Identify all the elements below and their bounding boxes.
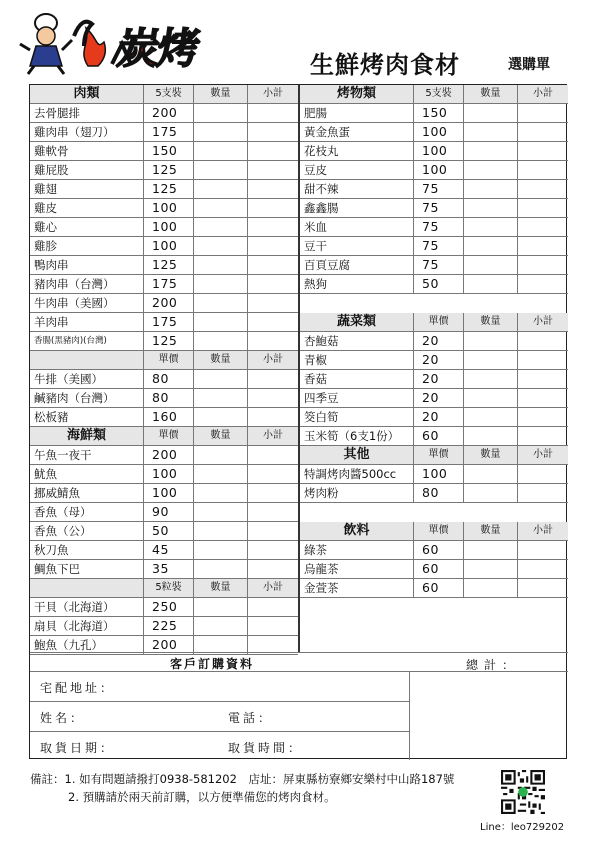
item-name: 杏鮑菇 xyxy=(300,332,414,351)
item-price: 100 xyxy=(144,237,194,256)
subtotal-field[interactable] xyxy=(248,617,298,636)
subtotal-field[interactable] xyxy=(518,161,568,180)
item-price: 60 xyxy=(414,541,464,560)
shell-subtotal-header: 小計 xyxy=(248,579,298,598)
quantity-input[interactable] xyxy=(194,199,248,218)
table-row xyxy=(30,617,298,636)
item-price: 100 xyxy=(414,465,464,484)
item-name: 豆皮 xyxy=(300,161,414,180)
qr-code-icon xyxy=(501,770,545,814)
item-name: 魷魚 xyxy=(30,465,144,484)
table-row xyxy=(300,180,568,199)
table-row xyxy=(30,123,298,142)
subtotal-field[interactable] xyxy=(518,484,568,503)
table-row xyxy=(30,294,298,313)
seafood-heading: 海鮮類 xyxy=(30,427,144,446)
subtotal-field[interactable] xyxy=(518,199,568,218)
grill-header-row xyxy=(300,85,568,104)
table-row xyxy=(30,408,298,427)
item-price: 75 xyxy=(414,237,464,256)
shell-heading xyxy=(30,579,144,598)
item-name: 挪威鯖魚 xyxy=(30,484,144,503)
subtotal-field[interactable] xyxy=(518,256,568,275)
item-price: 60 xyxy=(414,579,464,598)
item-price: 20 xyxy=(414,408,464,427)
quantity-input[interactable] xyxy=(464,427,518,446)
item-name: 松板豬 xyxy=(30,408,144,427)
grill-subtotal-header: 小計 xyxy=(518,85,568,104)
item-name: 雞心 xyxy=(30,218,144,237)
table-row xyxy=(30,503,298,522)
item-price: 100 xyxy=(414,142,464,161)
shell-qty-header: 數量 xyxy=(194,579,248,598)
item-name: 午魚一夜干 xyxy=(30,446,144,465)
pickup-time-label: 取貨時間： xyxy=(228,741,304,755)
item-name: 鯛魚下巴 xyxy=(30,560,144,579)
item-price: 175 xyxy=(144,275,194,294)
quantity-input[interactable] xyxy=(464,256,518,275)
subtotal-field[interactable] xyxy=(248,237,298,256)
subtotal-field[interactable] xyxy=(248,389,298,408)
quantity-input[interactable] xyxy=(194,142,248,161)
subtotal-field[interactable] xyxy=(518,237,568,256)
seafood-qty-header: 數量 xyxy=(194,427,248,446)
subtotal-field[interactable] xyxy=(518,104,568,123)
shell-unit-header: 5粒裝 xyxy=(144,579,194,598)
address-label: 宅配地址： xyxy=(40,681,116,695)
quantity-input[interactable] xyxy=(464,541,518,560)
phone-label: 電話： xyxy=(228,711,274,725)
subtotal-field[interactable] xyxy=(248,142,298,161)
quantity-input[interactable] xyxy=(194,123,248,142)
item-name: 鮑魚（九孔） xyxy=(30,636,144,655)
subtotal-field[interactable] xyxy=(518,560,568,579)
quantity-input[interactable] xyxy=(194,465,248,484)
drinks-heading: 飲料 xyxy=(300,522,414,541)
subtotal-field[interactable] xyxy=(518,427,568,446)
quantity-input[interactable] xyxy=(464,389,518,408)
item-name: 牛排（美國） xyxy=(30,370,144,389)
item-price: 20 xyxy=(414,389,464,408)
meat2-qty-header: 數量 xyxy=(194,351,248,370)
subtotal-field[interactable] xyxy=(518,180,568,199)
quantity-input[interactable] xyxy=(194,389,248,408)
quantity-input[interactable] xyxy=(464,104,518,123)
table-row xyxy=(30,389,298,408)
table-row xyxy=(30,522,298,541)
subtotal-field[interactable] xyxy=(518,579,568,598)
item-price: 75 xyxy=(414,199,464,218)
item-price: 125 xyxy=(144,180,194,199)
item-name: 豆干 xyxy=(300,237,414,256)
item-name: 玉米筍（6支1份） xyxy=(300,427,414,446)
quantity-input[interactable] xyxy=(464,465,518,484)
veg-header-row xyxy=(300,313,568,332)
item-price: 200 xyxy=(144,104,194,123)
item-name: 鴨肉串 xyxy=(30,256,144,275)
quantity-input[interactable] xyxy=(194,598,248,617)
item-name: 綠茶 xyxy=(300,541,414,560)
quantity-input[interactable] xyxy=(194,408,248,427)
veg-unit-header: 單價 xyxy=(414,313,464,332)
meat-qty-header: 數量 xyxy=(194,85,248,104)
subtotal-field[interactable] xyxy=(248,256,298,275)
item-price: 125 xyxy=(144,161,194,180)
table-row xyxy=(300,199,568,218)
item-name: 雞皮 xyxy=(30,199,144,218)
veg-subtotal-header: 小計 xyxy=(518,313,568,332)
quantity-input[interactable] xyxy=(464,332,518,351)
customer-info-title: 客戶訂購資料 xyxy=(170,657,255,671)
meat2-subtotal-header: 小計 xyxy=(248,351,298,370)
meat2-heading xyxy=(30,351,144,370)
quantity-input[interactable] xyxy=(464,408,518,427)
order-form xyxy=(29,84,567,759)
item-name: 豬肉串（台灣） xyxy=(30,275,144,294)
item-price: 80 xyxy=(144,389,194,408)
table-row xyxy=(300,332,568,351)
quantity-input[interactable] xyxy=(464,351,518,370)
item-name: 肥腸 xyxy=(300,104,414,123)
meat-unit-header: 5支裝 xyxy=(144,85,194,104)
item-price: 35 xyxy=(144,560,194,579)
subtotal-field[interactable] xyxy=(248,465,298,484)
quantity-input[interactable] xyxy=(464,275,518,294)
table-row xyxy=(30,560,298,579)
item-price: 175 xyxy=(144,123,194,142)
item-name: 雞胗 xyxy=(30,237,144,256)
item-name: 香魚（母） xyxy=(30,503,144,522)
subtotal-field[interactable] xyxy=(248,104,298,123)
table-row xyxy=(30,541,298,560)
grill-qty-header: 數量 xyxy=(464,85,518,104)
note-2: 2. 預購請於兩天前訂購，以方便準備您的烤肉食材。 xyxy=(68,790,336,804)
seafood-header-row xyxy=(30,427,298,446)
item-price: 20 xyxy=(414,332,464,351)
table-row xyxy=(300,351,568,370)
meat2-unit-header: 單價 xyxy=(144,351,194,370)
table-row xyxy=(30,161,298,180)
quantity-input[interactable] xyxy=(194,313,248,332)
subtotal-field[interactable] xyxy=(248,503,298,522)
item-name: 黃金魚蛋 xyxy=(300,123,414,142)
item-price: 100 xyxy=(144,218,194,237)
quantity-input[interactable] xyxy=(464,370,518,389)
subtotal-field[interactable] xyxy=(248,522,298,541)
drinks-unit-header: 單價 xyxy=(414,522,464,541)
table-row xyxy=(30,142,298,161)
quantity-input[interactable] xyxy=(194,503,248,522)
table-row xyxy=(300,484,568,503)
subtotal-field[interactable] xyxy=(248,332,298,351)
quantity-input[interactable] xyxy=(194,617,248,636)
quantity-input[interactable] xyxy=(194,218,248,237)
notes xyxy=(30,770,454,806)
table-row xyxy=(300,560,568,579)
item-price: 100 xyxy=(414,161,464,180)
address-row[interactable] xyxy=(30,672,409,702)
table-row xyxy=(300,256,568,275)
table-row xyxy=(300,237,568,256)
item-name: 干貝（北海道） xyxy=(30,598,144,617)
other-heading: 其他 xyxy=(300,446,414,465)
item-name: 去骨腿排 xyxy=(30,104,144,123)
subtotal-field[interactable] xyxy=(518,465,568,484)
subtotal-field[interactable] xyxy=(248,123,298,142)
quantity-input[interactable] xyxy=(464,484,518,503)
page-title: 生鮮烤肉食材 xyxy=(310,50,460,79)
table-row xyxy=(30,313,298,332)
line-id: Line：leo729202 xyxy=(480,822,565,833)
item-price: 45 xyxy=(144,541,194,560)
item-price: 50 xyxy=(414,275,464,294)
brand-name: 炭烤 xyxy=(114,24,202,73)
item-price: 125 xyxy=(144,332,194,351)
item-name: 烏龍茶 xyxy=(300,560,414,579)
veg-heading: 蔬菜類 xyxy=(300,313,414,332)
subtotal-field[interactable] xyxy=(518,370,568,389)
grill-heading: 烤物類 xyxy=(300,85,414,104)
item-price: 125 xyxy=(144,256,194,275)
quantity-input[interactable] xyxy=(194,180,248,199)
meat-header-row xyxy=(30,85,298,104)
item-name: 雞屁股 xyxy=(30,161,144,180)
table-row xyxy=(300,465,568,484)
table-row xyxy=(300,541,568,560)
item-name: 四季豆 xyxy=(300,389,414,408)
table-row xyxy=(300,275,568,294)
item-price: 250 xyxy=(144,598,194,617)
item-price: 225 xyxy=(144,617,194,636)
subtotal-field[interactable] xyxy=(248,199,298,218)
quantity-input[interactable] xyxy=(194,237,248,256)
item-price: 150 xyxy=(414,104,464,123)
quantity-input[interactable] xyxy=(194,560,248,579)
drinks-qty-header: 數量 xyxy=(464,522,518,541)
item-name: 香腸(黑豬肉)(台灣) xyxy=(30,332,144,351)
other-subtotal-header: 小計 xyxy=(518,446,568,465)
subtotal-field[interactable] xyxy=(248,218,298,237)
page-subtitle: 選購單 xyxy=(508,57,550,73)
quantity-input[interactable] xyxy=(194,541,248,560)
table-row xyxy=(30,218,298,237)
item-name: 雞翅 xyxy=(30,180,144,199)
item-name: 金萱茶 xyxy=(300,579,414,598)
item-name: 百頁豆腐 xyxy=(300,256,414,275)
total-label: 總計： xyxy=(466,658,521,672)
table-row xyxy=(300,123,568,142)
subtotal-field[interactable] xyxy=(518,351,568,370)
notes-label: 備註： xyxy=(30,772,65,786)
table-row xyxy=(30,180,298,199)
item-price: 60 xyxy=(414,560,464,579)
quantity-input[interactable] xyxy=(194,161,248,180)
item-price: 200 xyxy=(144,636,194,655)
item-price: 200 xyxy=(144,294,194,313)
item-name: 羊肉串 xyxy=(30,313,144,332)
subtotal-field[interactable] xyxy=(248,560,298,579)
name-label: 姓名： xyxy=(40,711,86,725)
subtotal-field[interactable] xyxy=(248,484,298,503)
table-row xyxy=(30,484,298,503)
subtotal-field[interactable] xyxy=(248,180,298,199)
item-name: 花枝丸 xyxy=(300,142,414,161)
meat-subtotal-header: 小計 xyxy=(248,85,298,104)
item-price: 100 xyxy=(144,484,194,503)
quantity-input[interactable] xyxy=(464,218,518,237)
meat-heading: 肉類 xyxy=(30,85,144,104)
table-row xyxy=(300,218,568,237)
quantity-input[interactable] xyxy=(194,332,248,351)
subtotal-field[interactable] xyxy=(248,446,298,465)
subtotal-field[interactable] xyxy=(518,275,568,294)
subtotal-field[interactable] xyxy=(518,389,568,408)
table-row xyxy=(30,237,298,256)
item-price: 160 xyxy=(144,408,194,427)
item-price: 100 xyxy=(414,123,464,142)
table-row xyxy=(30,446,298,465)
item-price: 75 xyxy=(414,218,464,237)
table-row xyxy=(30,104,298,123)
table-row xyxy=(300,104,568,123)
table-row xyxy=(300,427,568,446)
table-row xyxy=(30,370,298,389)
table-row xyxy=(300,370,568,389)
item-price: 20 xyxy=(414,370,464,389)
item-name: 香菇 xyxy=(300,370,414,389)
subtotal-field[interactable] xyxy=(248,161,298,180)
table-row xyxy=(300,161,568,180)
meat2-header-row xyxy=(30,351,298,370)
table-row xyxy=(30,275,298,294)
item-name: 甜不辣 xyxy=(300,180,414,199)
quantity-input[interactable] xyxy=(464,123,518,142)
pickup-date-label: 取貨日期： xyxy=(40,741,116,755)
quantity-input[interactable] xyxy=(194,446,248,465)
subtotal-field[interactable] xyxy=(248,598,298,617)
quantity-input[interactable] xyxy=(194,522,248,541)
item-name: 扇貝（北海道） xyxy=(30,617,144,636)
other-header-row xyxy=(300,446,568,465)
item-price: 175 xyxy=(144,313,194,332)
quantity-input[interactable] xyxy=(194,275,248,294)
item-name: 鑫鑫腸 xyxy=(300,199,414,218)
item-name: 特調烤肉醬500cc xyxy=(300,465,414,484)
item-name: 雞肉串（翅刀） xyxy=(30,123,144,142)
drinks-subtotal-header: 小計 xyxy=(518,522,568,541)
item-price: 90 xyxy=(144,503,194,522)
quantity-input[interactable] xyxy=(464,142,518,161)
quantity-input[interactable] xyxy=(464,237,518,256)
item-price: 100 xyxy=(144,199,194,218)
pickup-row[interactable] xyxy=(30,732,409,762)
subtotal-field[interactable] xyxy=(518,142,568,161)
table-row xyxy=(300,579,568,598)
quantity-input[interactable] xyxy=(194,294,248,313)
item-price: 75 xyxy=(414,180,464,199)
quantity-input[interactable] xyxy=(194,370,248,389)
drinks-header-row xyxy=(300,522,568,541)
table-row xyxy=(30,256,298,275)
item-price: 80 xyxy=(414,484,464,503)
name-phone-row[interactable] xyxy=(30,702,409,732)
subtotal-field[interactable] xyxy=(248,541,298,560)
subtotal-field[interactable] xyxy=(248,370,298,389)
item-name: 米血 xyxy=(300,218,414,237)
quantity-input[interactable] xyxy=(194,104,248,123)
other-qty-header: 數量 xyxy=(464,446,518,465)
subtotal-field[interactable] xyxy=(248,275,298,294)
subtotal-field[interactable] xyxy=(518,541,568,560)
grill-unit-header: 5支裝 xyxy=(414,85,464,104)
subtotal-field[interactable] xyxy=(248,408,298,427)
item-price: 150 xyxy=(144,142,194,161)
shell-header-row xyxy=(30,579,298,598)
item-name: 青椒 xyxy=(300,351,414,370)
table-row xyxy=(300,142,568,161)
item-name: 烤肉粉 xyxy=(300,484,414,503)
subtotal-field[interactable] xyxy=(518,218,568,237)
table-row xyxy=(300,408,568,427)
seafood-unit-header: 單價 xyxy=(144,427,194,446)
table-row xyxy=(30,199,298,218)
chef-mascot-icon xyxy=(20,14,72,74)
subtotal-field[interactable] xyxy=(518,332,568,351)
quantity-input[interactable] xyxy=(464,560,518,579)
item-name: 鹹豬肉（台灣） xyxy=(30,389,144,408)
other-unit-header: 單價 xyxy=(414,446,464,465)
item-name: 秋刀魚 xyxy=(30,541,144,560)
item-price: 200 xyxy=(144,446,194,465)
subtotal-field[interactable] xyxy=(248,313,298,332)
item-price: 60 xyxy=(414,427,464,446)
quantity-input[interactable] xyxy=(464,199,518,218)
table-row xyxy=(30,598,298,617)
item-name: 牛肉串（美國） xyxy=(30,294,144,313)
quantity-input[interactable] xyxy=(464,161,518,180)
table-row xyxy=(30,332,298,351)
customer-info-header xyxy=(30,652,568,672)
item-name: 筊白筍 xyxy=(300,408,414,427)
subtotal-field[interactable] xyxy=(248,294,298,313)
seafood-subtotal-header: 小計 xyxy=(248,427,298,446)
item-price: 50 xyxy=(144,522,194,541)
veg-qty-header: 數量 xyxy=(464,313,518,332)
quantity-input[interactable] xyxy=(464,180,518,199)
item-name: 熱狗 xyxy=(300,275,414,294)
item-name: 香魚（公） xyxy=(30,522,144,541)
item-price: 80 xyxy=(144,370,194,389)
note-1: 1. 如有問題請撥打0938-581202 店址：屏東縣枋寮鄉安樂村中山路187號 xyxy=(64,772,455,786)
quantity-input[interactable] xyxy=(194,256,248,275)
item-name: 雞軟骨 xyxy=(30,142,144,161)
table-row xyxy=(300,389,568,408)
subtotal-field[interactable] xyxy=(518,123,568,142)
item-price: 20 xyxy=(414,351,464,370)
subtotal-field[interactable] xyxy=(518,408,568,427)
quantity-input[interactable] xyxy=(194,484,248,503)
quantity-input[interactable] xyxy=(464,579,518,598)
table-row xyxy=(30,465,298,484)
item-price: 100 xyxy=(144,465,194,484)
item-price: 75 xyxy=(414,256,464,275)
